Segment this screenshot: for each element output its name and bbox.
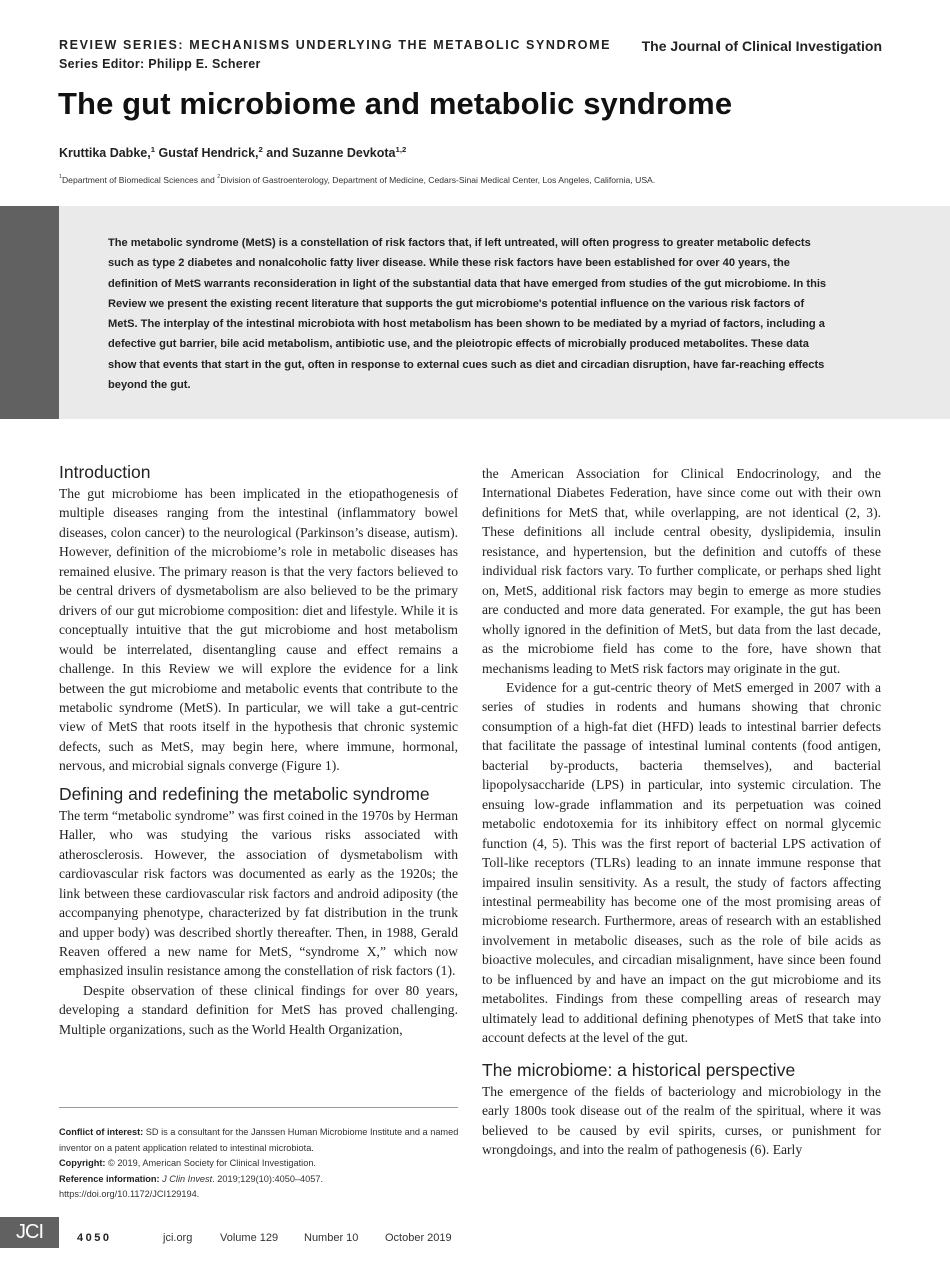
microbiome-history-paragraph-1: The emergence of the fields of bacteriology and microbiology in the early 1800s took disease out of the realm of the spiritual, where it was believed to be caused by evil spirits, curses, or punishment for wrongdoings, and into the realm of pathogenesis (6). Early — [482, 1083, 881, 1157]
abstract-text: The metabolic syndrome (MetS) is a constellation of risk factors that, if left untreated, will often progress to greater metabolic defects such as type 2 diabetes and nonalcoholic fatty liver disease. While these risk factors have been established for over 40 years, the definition of MetS warrants reconsideration in light of the substantial data that have emerged from studies of the gut microbiome. In this Review we present the existing recent literature that supports the gut microbiome's potential influence on the various risk factors of MetS. The interplay of the intestinal microbiota with host metabolism has been shown to be mediated by a myriad of factors, including a defective gut barrier, bile acid metabolism, antibiotic use, and the pleiotropic effects of microbially produced metabolites. These data show that events that start in the gut, often in response to external cues such as diet and circadian disruption, have far-reaching effects beyond the gut. — [108, 237, 827, 392]
reference-information — [59, 1172, 469, 1188]
intro-paragraph-1: The gut microbiome has been implicated in the etiopathogenesis of multiple diseases ranging from the intestinal (inflammatory bowel diseases, colon cancer) to the neurological (Parkinson’s disease, autism). However, definition of the microbiome’s role in metabolic diseases has remained elusive. The primary reason is that the very factors believed to be central drivers of dysmetabolism are also believed to be the primary drivers of our gut microbiome composition: diet and lifestyle. While it is conceptually intuitive that the gut microbiome and host metabolism would be interrelated, disentangling cause and effect remains a challenge. In this Review we will explore the evidence for a link between the gut microbiome and metabolic events that contribute to the metabolic syndrome (MetS). In particular, we will take a gut-centric view of MetS that roots itself in the hypothesis that chronic systemic defects, such as MetS, may begin here, where immune, hormonal, nervous, and microbial signals converge (Figure 1). — [59, 486, 458, 774]
review-series-label: REVIEW SERIES: MECHANISMS UNDERLYING THE METABOLIC SYNDROME — [59, 38, 612, 52]
footnote-divider — [59, 1107, 458, 1108]
abstract-box — [0, 206, 950, 419]
journal-name: The Journal of Clinical Investigation — [641, 38, 882, 54]
doi-link[interactable]: https://doi.org/10.1172/JCI129194. — [59, 1189, 200, 1200]
coi-label: Conflict of interest: — [59, 1127, 144, 1137]
affil-1-marker: 1 — [59, 174, 62, 180]
defining-paragraph-1: The term “metabolic syndrome” was first coined in the 1970s by Herman Haller, who was studying the various risks associated with atherosclerosis. However, the association of dysmetabolism with cardiovascular risk factors was documented as early as the 1920s; the link between these cardiovascular risk factors and android adiposity (the accompanying phenotype, characterized by fat distribution in the trunk and upper body) was described shortly thereafter. Then, in 1988, Gerald Reaven offered a new name for MetS, “syndrome X,” which now emphasized insulin resistance among the constellation of risk factors (1). — [59, 807, 459, 979]
article-title: The gut microbiome and metabolic syndrome — [58, 86, 733, 121]
copyright — [59, 1156, 469, 1172]
author-1-affil: 1 — [150, 145, 156, 154]
footer-volume: Volume 129 — [220, 1232, 279, 1244]
copyright-label: Copyright: — [59, 1158, 106, 1169]
author-2: Gustaf Hendrick, — [155, 146, 259, 160]
author-2-affil: 2 — [258, 145, 263, 154]
author-3-affil: 1,2 — [395, 145, 407, 154]
section-heading-defining: Defining and redefining the metabolic syndrome — [59, 783, 430, 804]
copyright-text: © 2019, American Society for Clinical Investigation. — [105, 1158, 316, 1169]
affil-2-text: Division of Gastroenterology, Department of Medicine, Cedars-Sinai Medical Center, Los Angeles, California, USA. — [220, 175, 656, 185]
reference-label: Reference information: — [59, 1173, 160, 1184]
section-heading-introduction: Introduction — [59, 462, 151, 482]
footnotes — [59, 1125, 469, 1203]
affil-2-marker: 2 — [217, 174, 221, 180]
footer-date: October 2019 — [385, 1232, 452, 1244]
right-column — [482, 464, 881, 1159]
affiliations — [59, 175, 655, 185]
reference-journal: J Clin Invest — [162, 1173, 213, 1184]
coi-text: SD is a consultant for the Janssen Human Microbiome Institute and a named inventor on a patent application related to intestinal microbiota. — [59, 1127, 459, 1153]
author-1: Kruttika Dabke, — [59, 146, 151, 160]
page-number: 4050 — [77, 1232, 112, 1244]
author-3: and Suzanne Devkota — [262, 146, 396, 160]
jci-logo: JCI — [0, 1217, 59, 1248]
left-column — [59, 460, 458, 1039]
defining-paragraph-2: Despite observation of these clinical findings for over 80 years, developing a standard definition for MetS has proved challenging. Multiple organizations, such as the World Health Organization, — [59, 982, 458, 1037]
footer-site[interactable]: jci.org — [163, 1232, 193, 1244]
author-list — [59, 146, 406, 160]
series-editor: Series Editor: Philipp E. Scherer — [59, 57, 261, 71]
section-heading-microbiome-history: The microbiome: a historical perspective — [482, 1059, 796, 1080]
affil-1-text: Department of Biomedical Sciences and — [61, 175, 218, 185]
right-paragraph-1: the American Association for Clinical Endocrinology, and the International Diabetes Federation, have since come out with their own definitions for MetS that, while overlapping, are not identical (2, 3). These definitions all include central obesity, dyslipidemia, insulin resistance, and hypertension, but the definition and cutoffs of these individual risk factors vary. To further complicate, or perhaps shed light on, MetS, additional risk factors may begin to emerge as more studies are conducted and more data generated. For example, the gut has been wholly ignored in the definition of MetS, but data from the last decade, as the microbiome field has come to the fore, have shown that mechanisms leading to MetS risk factors may originate in the gut. — [482, 466, 881, 676]
right-paragraph-2: Evidence for a gut-centric theory of MetS emerged in 2007 with a series of studies in rodents and humans showing that chronic consumption of a high-fat diet (HFD) leads to intestinal barrier defects that facilitate the passage of intestinal luminal contents (food antigen, bacterial by-products, bacteria themselves), and bacterial lipopolysaccharide (LPS) in particular, into systemic circulation. The ensuing low-grade inflammation and its perpetuation was coined metabolic endotoxemia for its inhibitory effect on normal glycemic function (4, 5). This was the first report of bacterial LPS activation of Toll-like receptors (TLRs) leading to an innate immune response that impaired insulin sensitivity. As a result, the study of factors affecting intestinal permeability has become one of the most promising areas of microbiome research. Furthermore, areas of research with an established involvement in metabolic diseases, such as the role of bile acids as bioactive molecules, and circadian misalignment, have since been found to be influenced by and have an impact on the gut microbiome and its metabolites. Findings from these compelling areas of research may ultimately lead to additional defining phenotypes of MetS that take into account defects at the level of the gut. — [482, 679, 881, 1046]
abstract-accent-bar — [0, 206, 59, 419]
reference-text: . 2019;129(10):4050–4057. — [212, 1173, 324, 1184]
conflict-of-interest — [59, 1125, 469, 1156]
footer-number: Number 10 — [304, 1232, 359, 1244]
